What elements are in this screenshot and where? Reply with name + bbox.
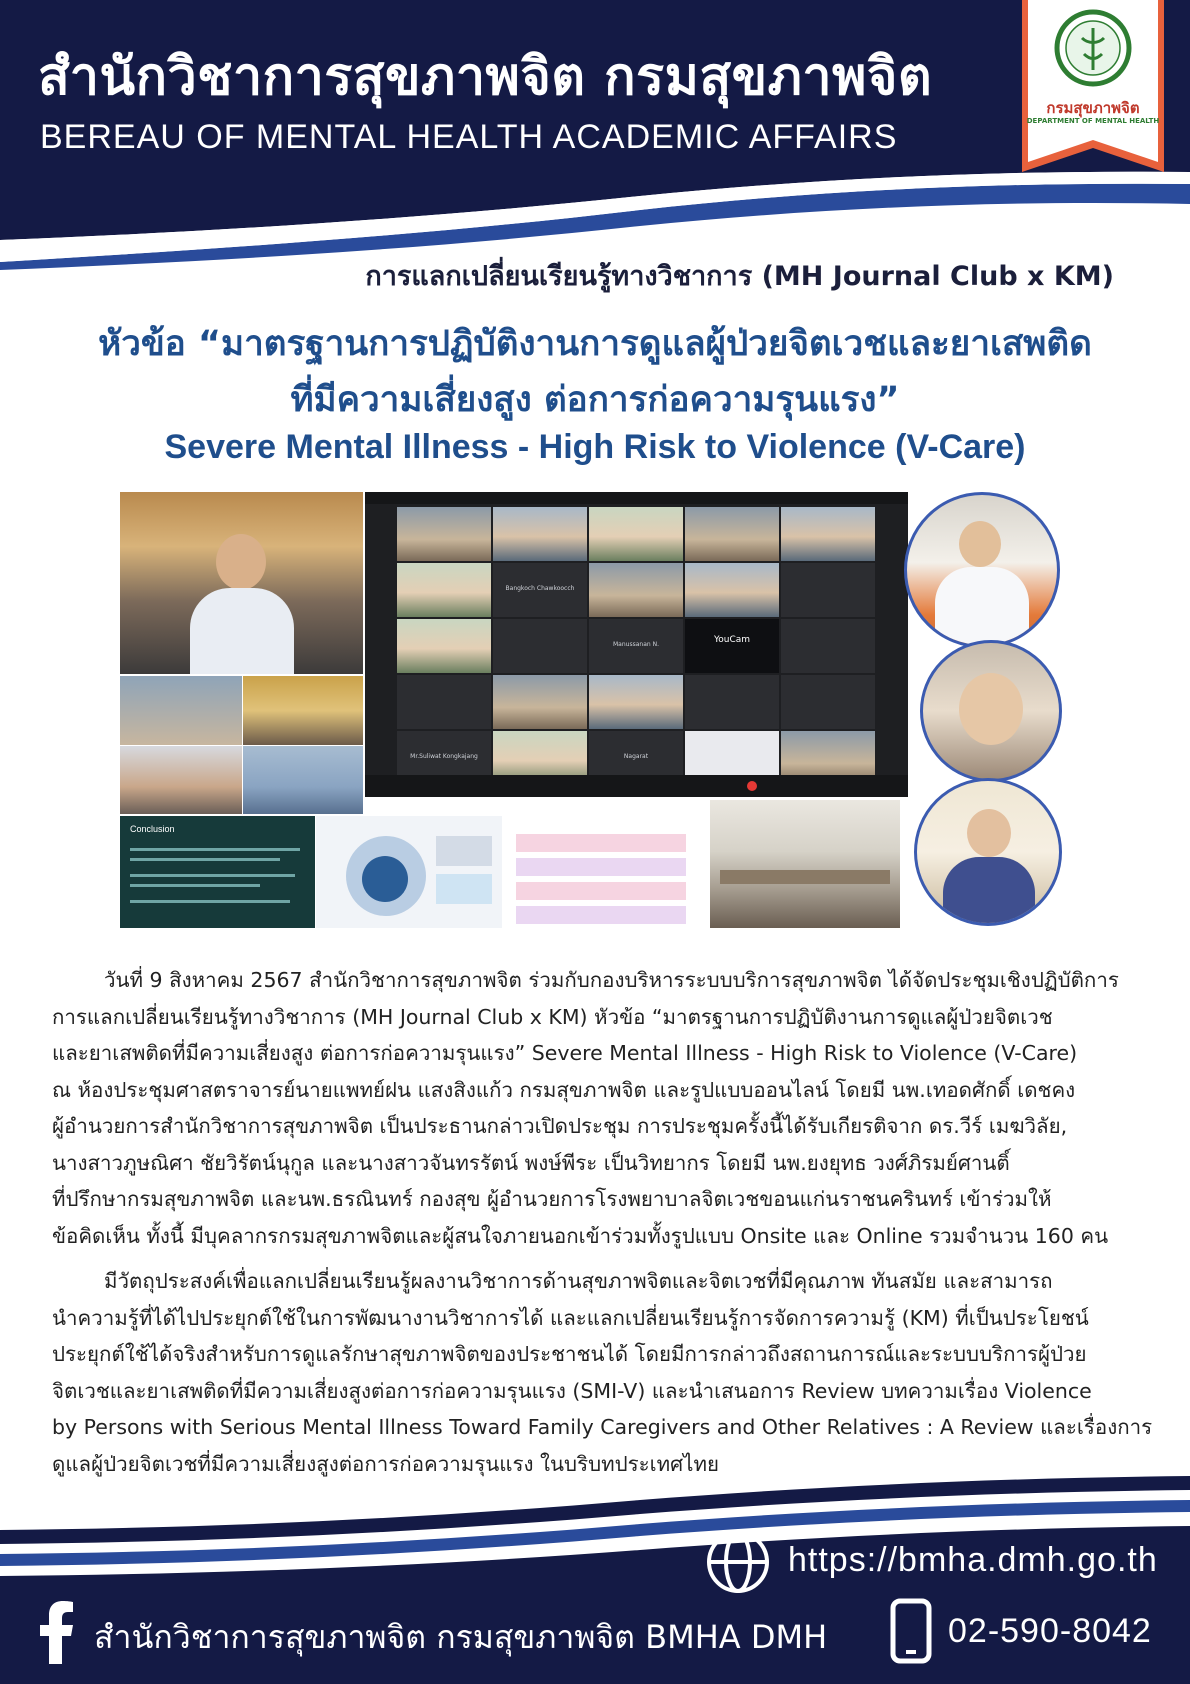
paragraph-line: นางสาวภูษณิศา ชัยวิรัตน์นุกูล และนางสาวจันทรรัตน์ พงษ์พีระ เป็นวิทยากร โดยมี นพ.ยงยุทธ วงศ์ภิรมย์ศานติ์ — [52, 1150, 1010, 1175]
paragraph-line: ณ ห้องประชุมศาสตราจารย์นายแพทย์ฝน แสงสิงแก้ว กรมสุขภาพจิต และรูปแบบออนไลน์ โดยมี นพ.เทอดศักดิ์ เดชคง — [52, 1077, 1076, 1102]
zoom-meeting-screen — [365, 492, 908, 797]
slide-text-line — [130, 848, 300, 851]
zoom-tile — [493, 619, 587, 673]
person-shape — [959, 521, 1001, 567]
website-link[interactable]: https://bmha.dmh.go.th — [788, 1541, 1158, 1579]
slide-title: Conclusion — [130, 824, 175, 834]
zoom-name: Mr.Suliwat Kongkajang — [410, 753, 478, 760]
step-bar-shape — [516, 906, 686, 924]
zoom-title-bar — [365, 492, 908, 504]
paragraph-line: และยาเสพติดที่มีความเสี่ยงสูง ต่อการก่อความรุนแรง” Severe Mental Illness - High Risk to Violence (V-Care) — [52, 1041, 1078, 1065]
table-shape — [720, 870, 890, 884]
zoom-tile — [493, 563, 587, 617]
slide-text-line — [130, 874, 295, 877]
person-body-shape — [943, 857, 1035, 926]
paragraph-line: by Persons with Serious Mental Illness Toward Family Caregivers and Other Relatives : A Review และเรื่องการ — [52, 1415, 1153, 1439]
phone-icon — [890, 1598, 932, 1664]
header-title-english: BEREAU OF MENTAL HEALTH ACADEMIC AFFAIRS — [40, 118, 898, 156]
zoom-tile — [781, 675, 875, 729]
step-bar-shape — [516, 882, 686, 900]
zoom-name: YouCam — [713, 635, 751, 645]
zoom-name: Manussanan N. — [613, 641, 659, 648]
diagram-circle-shape — [362, 856, 408, 902]
header-banner — [0, 0, 1190, 270]
logo-label: กรมสุขภาพจิต — [1046, 99, 1140, 117]
paragraph-line: การแลกเปลี่ยนเรียนรู้ทางวิชาการ (MH Journal Club x KM) หัวข้อ “มาตรฐานการปฏิบัติงานการดูแลผู้ป่วยจิตเวช — [52, 1004, 1053, 1029]
paragraph-line: นำความรู้ที่ได้ไปประยุกต์ใช้ในการพัฒนางานวิชาการได้ และแลกเปลี่ยนเรียนรู้การจัดการความรู้ (KM) ที่เป็นประโยชน์ — [52, 1305, 1089, 1330]
event-subtitle: การแลกเปลี่ยนเรียนรู้ทางวิชาการ (MH Journal Club x KM) — [365, 261, 1114, 292]
meeting-photo-collage — [120, 492, 1070, 938]
paragraph-line: จิตเวชและยาเสพติดที่มีความเสี่ยงสูงต่อการก่อความรุนแรง (SMI-V) และนำเสนอการ Review บทความเรื่อง Violence — [52, 1378, 1092, 1403]
slide-research-steps — [504, 816, 700, 928]
zoom-tile — [589, 619, 683, 673]
zoom-tile — [493, 675, 587, 729]
body-paragraph-1 — [52, 962, 1142, 1254]
zoom-tile — [781, 507, 875, 561]
paragraph-line: มีวัตถุประสงค์เพื่อแลกเปลี่ยนเรียนรู้ผลงานวิชาการด้านสุขภาพจิตและจิตเวชที่มีคุณภาพ ทันสมัย และสามารถ — [104, 1269, 1053, 1293]
zoom-tile — [589, 563, 683, 617]
topic-line-3: Severe Mental Illness - High Risk to Violence (V-Care) — [164, 428, 1026, 466]
photo-meeting-room — [710, 800, 900, 928]
zoom-tile — [397, 507, 491, 561]
paragraph-line: ผู้อำนวยการสำนักวิชาการสุขภาพจิต เป็นประธานกล่าวเปิดประชุม การประชุมครั้งนี้ได้รับเกียรติจาก ดร.วีร์ เมฆวิลัย, — [52, 1114, 1068, 1138]
zoom-tile — [781, 619, 875, 673]
topic-line-2: ที่มีความเสี่ยงสูง ต่อการก่อความรุนแรง” — [290, 380, 900, 420]
zoom-tile — [589, 507, 683, 561]
photo-meeting-room-small — [243, 746, 363, 814]
zoom-name: Bangkoch Chawkoocch — [505, 585, 575, 592]
zoom-tile — [589, 675, 683, 729]
person-body-shape — [935, 567, 1029, 647]
end-call-icon — [747, 781, 757, 791]
slide-text-line — [130, 900, 290, 903]
slide-conclusion — [120, 816, 315, 928]
photo-participant-small-2 — [243, 676, 363, 745]
topic-line-1: หัวข้อ “มาตรฐานการปฏิบัติงานการดูแลผู้ป่วยจิตเวชและยาเสพติด — [98, 324, 1092, 364]
facebook-page-link[interactable]: สำนักวิชาการสุขภาพจิต กรมสุขภาพจิต BMHA DMH — [94, 1618, 828, 1656]
zoom-tile — [397, 619, 491, 673]
diagram-box-shape — [436, 836, 492, 866]
zoom-tile — [493, 507, 587, 561]
paragraph-line: ที่ปรึกษากรมสุขภาพจิต และนพ.ธรณินทร์ กองสุข ผู้อำนวยการโรงพยาบาลจิตเวชขอนแก่นราชนครินทร์ เข้าร่วมให้ — [52, 1187, 1052, 1211]
globe-icon — [706, 1530, 770, 1594]
zoom-toolbar — [365, 775, 908, 797]
phone-number[interactable]: 02-590-8042 — [948, 1612, 1152, 1650]
paragraph-line: ดูแลผู้ป่วยจิตเวชที่มีความเสี่ยงสูงต่อการก่อความรุนแรง ในบริบทประเทศไทย — [52, 1451, 720, 1476]
person-shape — [216, 534, 266, 590]
person-shape — [967, 809, 1011, 857]
person-body-shape — [190, 588, 294, 674]
body-paragraph-2 — [52, 1263, 1153, 1482]
paragraph-line: วันที่ 9 สิงหาคม 2567 สำนักวิชาการสุขภาพจิต ร่วมกับกองบริหารระบบบริการสุขภาพจิต ได้จัดประชุมเชิงปฏิบัติการ — [104, 968, 1119, 992]
department-logo — [1022, 0, 1164, 172]
diagram-box-shape — [436, 874, 492, 904]
zoom-tile — [685, 675, 779, 729]
step-bar-shape — [516, 858, 686, 876]
zoom-tile — [781, 563, 875, 617]
photo-speaker-1 — [904, 492, 1060, 648]
slide-text-line — [130, 884, 260, 887]
logo-ribbon-shape — [1022, 0, 1164, 172]
header-title-thai: สำนักวิชาการสุขภาพจิต กรมสุขภาพจิต — [38, 47, 933, 107]
slide-diagram — [316, 816, 502, 928]
photo-speaker-3 — [914, 778, 1062, 926]
logo-sublabel: DEPARTMENT OF MENTAL HEALTH — [1026, 117, 1160, 125]
photo-participant-small-1 — [120, 676, 242, 745]
paragraph-line: ข้อคิดเห็น ทั้งนี้ มีบุคลากรกรมสุขภาพจิตและผู้สนใจภายนอกเข้าร่วมทั้งรูปแบบ Onsite และ Online รวมจำนวน 160 คน — [52, 1223, 1109, 1248]
photo-speaker-2 — [920, 640, 1062, 782]
photo-chairman — [120, 492, 363, 674]
facebook-icon — [36, 1600, 76, 1664]
person-shape — [959, 673, 1023, 745]
zoom-tile — [397, 563, 491, 617]
zoom-tile — [685, 507, 779, 561]
zoom-tile — [685, 563, 779, 617]
photo-participant-small-3 — [120, 746, 242, 814]
zoom-tile — [685, 619, 779, 673]
step-bar-shape — [516, 834, 686, 852]
zoom-name: Nagarat — [623, 753, 649, 760]
zoom-tile — [397, 675, 491, 729]
slide-text-line — [130, 858, 280, 861]
paragraph-line: ประยุกต์ใช้ได้จริงสำหรับการดูแลรักษาสุขภาพจิตของประชาชนได้ โดยมีการกล่าวถึงสถานการณ์และระบบบริการผู้ป่วย — [52, 1342, 1087, 1366]
